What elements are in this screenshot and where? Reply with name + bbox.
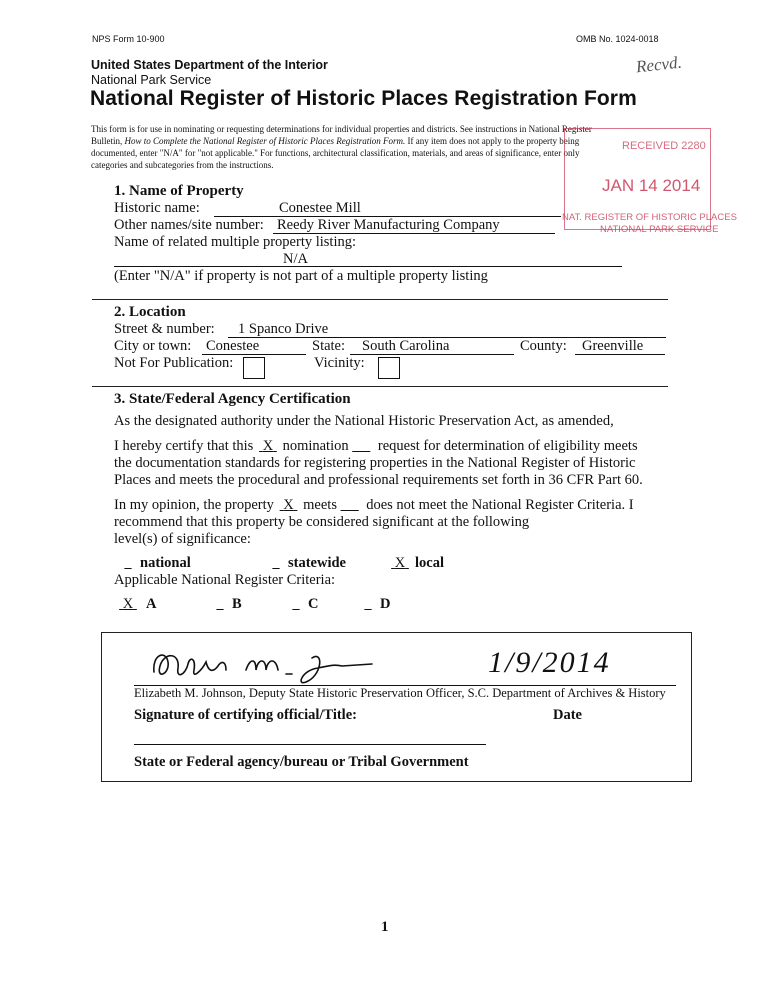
criterion-d-mark bbox=[356, 596, 380, 613]
intro-line-3: documented, enter "N/A" for "not applicable." For functions, architectural classification, materials, and areas of significance, enter only bbox=[91, 148, 580, 158]
level-local-mark-value: X bbox=[394, 555, 406, 571]
county-label: County: bbox=[520, 338, 567, 354]
level-national-label: national bbox=[140, 555, 191, 571]
certify-line-2: the documentation standards for registering properties in the National Register of Historic bbox=[114, 455, 636, 471]
agency-line bbox=[134, 744, 486, 745]
certify-text-a: I hereby certify that this bbox=[114, 438, 257, 454]
criterion-c bbox=[284, 596, 318, 613]
level-statewide-mark bbox=[264, 555, 288, 572]
intro-line-1: This form is for use in nominating or requesting determinations for individual properties and districts. See instructions in National Register bbox=[91, 124, 592, 134]
criterion-c-mark bbox=[284, 596, 308, 613]
agency-label: State or Federal agency/bureau or Tribal Government bbox=[134, 754, 469, 770]
multiple-property-note: (Enter "N/A" if property is not part of a multiple property listing bbox=[114, 268, 488, 284]
criterion-d bbox=[356, 596, 390, 613]
criterion-c-label: C bbox=[308, 596, 319, 612]
not-for-publication-checkbox[interactable] bbox=[243, 357, 265, 379]
section-2-heading: 2. Location bbox=[114, 304, 186, 320]
historic-name-value: Conestee Mill bbox=[279, 200, 361, 216]
intro-line-2-pre: Bulletin, bbox=[91, 136, 125, 146]
vicinity-label: Vicinity: bbox=[314, 355, 365, 371]
level-statewide-label: statewide bbox=[288, 555, 346, 571]
stamp-date: JAN 14 2014 bbox=[602, 176, 701, 195]
street-label: Street & number: bbox=[114, 321, 215, 337]
handwritten-note: Recvd. bbox=[635, 52, 683, 77]
level-statewide bbox=[264, 555, 346, 572]
criterion-b-mark bbox=[208, 596, 232, 613]
criterion-a-mark-value: X bbox=[122, 596, 134, 612]
section-3-heading: 3. State/Federal Agency Certification bbox=[114, 391, 351, 407]
opinion-line-2: recommend that this property be considered significant at the following bbox=[114, 514, 530, 530]
signature-svg bbox=[146, 640, 376, 690]
determination-mark bbox=[352, 438, 374, 455]
street-value: 1 Spanco Drive bbox=[238, 321, 329, 337]
section-1-heading: 1. Name of Property bbox=[114, 183, 244, 199]
state-value: South Carolina bbox=[362, 338, 450, 354]
omb-number: OMB No. 1024-0018 bbox=[576, 34, 659, 44]
authority-statement: As the designated authority under the National Historic Preservation Act, as amended, bbox=[114, 413, 614, 429]
stamp-received: RECEIVED 2280 bbox=[622, 140, 706, 152]
handwritten-date bbox=[488, 646, 611, 680]
level-national bbox=[116, 555, 191, 572]
related-listing-label: Name of related multiple property listing: bbox=[114, 234, 357, 250]
related-listing-value: N/A bbox=[283, 251, 308, 267]
level-local-mark bbox=[385, 555, 415, 572]
received-stamp bbox=[562, 128, 737, 235]
vicinity-checkbox[interactable] bbox=[378, 357, 400, 379]
divider-1 bbox=[92, 299, 668, 300]
service-name: National Park Service bbox=[91, 73, 212, 87]
intro-line-2-em: How to Complete the National Register of Historic Places Registration Form. bbox=[124, 136, 406, 146]
opinion-line-3: level(s) of significance: bbox=[114, 531, 251, 547]
county-value: Greenville bbox=[582, 338, 644, 354]
intro-line-4: categories and subcategories from the instructions. bbox=[91, 160, 274, 170]
criterion-a-label: A bbox=[146, 596, 157, 612]
opinion-text-a: In my opinion, the property bbox=[114, 497, 278, 513]
nomination-mark-value: X bbox=[262, 438, 274, 454]
page-number: 1 bbox=[381, 919, 389, 935]
opinion-line-1 bbox=[114, 497, 634, 514]
not-for-publication-label: Not For Publication: bbox=[114, 355, 234, 371]
intro-line-2-post: If any item does not apply to the property being bbox=[405, 136, 580, 146]
meets-mark-value: X bbox=[283, 497, 294, 513]
other-names-value: Reedy River Manufacturing Company bbox=[277, 217, 500, 233]
criteria-label: Applicable National Register Criteria: bbox=[114, 572, 336, 588]
page-title: National Register of Historic Places Registration Form bbox=[90, 87, 637, 110]
signatory-printed-name: Elizabeth M. Johnson, Deputy State Historic Preservation Officer, S.C. Department of Archives & History bbox=[134, 686, 666, 700]
certify-line-3: Places and meets the procedural and professional requirements set forth in 36 CFR Part 60. bbox=[114, 472, 643, 488]
level-local bbox=[385, 555, 444, 572]
state-label: State: bbox=[312, 338, 346, 354]
opinion-text-c: does not meet the National Register Criteria. I bbox=[362, 497, 634, 513]
stamp-service: NATIONAL PARK SERVICE bbox=[600, 224, 719, 235]
opinion-text-b: meets bbox=[299, 497, 341, 513]
certify-text-c: request for determination of eligibility meets bbox=[374, 438, 638, 454]
divider-2 bbox=[92, 386, 668, 387]
level-local-label: local bbox=[415, 555, 444, 571]
certify-text-b: nomination bbox=[278, 438, 353, 454]
not-meet-mark bbox=[341, 497, 363, 514]
criterion-d-label: D bbox=[380, 596, 391, 612]
city-value: Conestee bbox=[206, 338, 260, 354]
criterion-a-mark bbox=[116, 596, 140, 613]
criterion-b-label: B bbox=[232, 596, 242, 612]
intro-line-2 bbox=[91, 136, 579, 146]
meets-mark bbox=[278, 497, 300, 514]
date-label: Date bbox=[553, 707, 582, 723]
level-national-mark bbox=[116, 555, 140, 572]
certify-line-1 bbox=[114, 438, 638, 455]
nomination-mark bbox=[257, 438, 279, 455]
signature-label: Signature of certifying official/Title: bbox=[134, 707, 357, 723]
other-names-label: Other names/site number: bbox=[114, 217, 264, 233]
city-label: City or town: bbox=[114, 338, 192, 354]
department-name: United States Department of the Interior bbox=[91, 58, 328, 72]
stamp-agency: NAT. REGISTER OF HISTORIC PLACES bbox=[562, 212, 737, 223]
signature-handwriting bbox=[146, 640, 376, 690]
criterion-b bbox=[208, 596, 242, 613]
handwritten-date-text: 1/9/2014 bbox=[488, 646, 611, 679]
related-listing-line bbox=[114, 266, 622, 267]
criterion-a bbox=[116, 596, 156, 613]
historic-name-label: Historic name: bbox=[114, 200, 200, 216]
form-number: NPS Form 10-900 bbox=[92, 34, 165, 44]
